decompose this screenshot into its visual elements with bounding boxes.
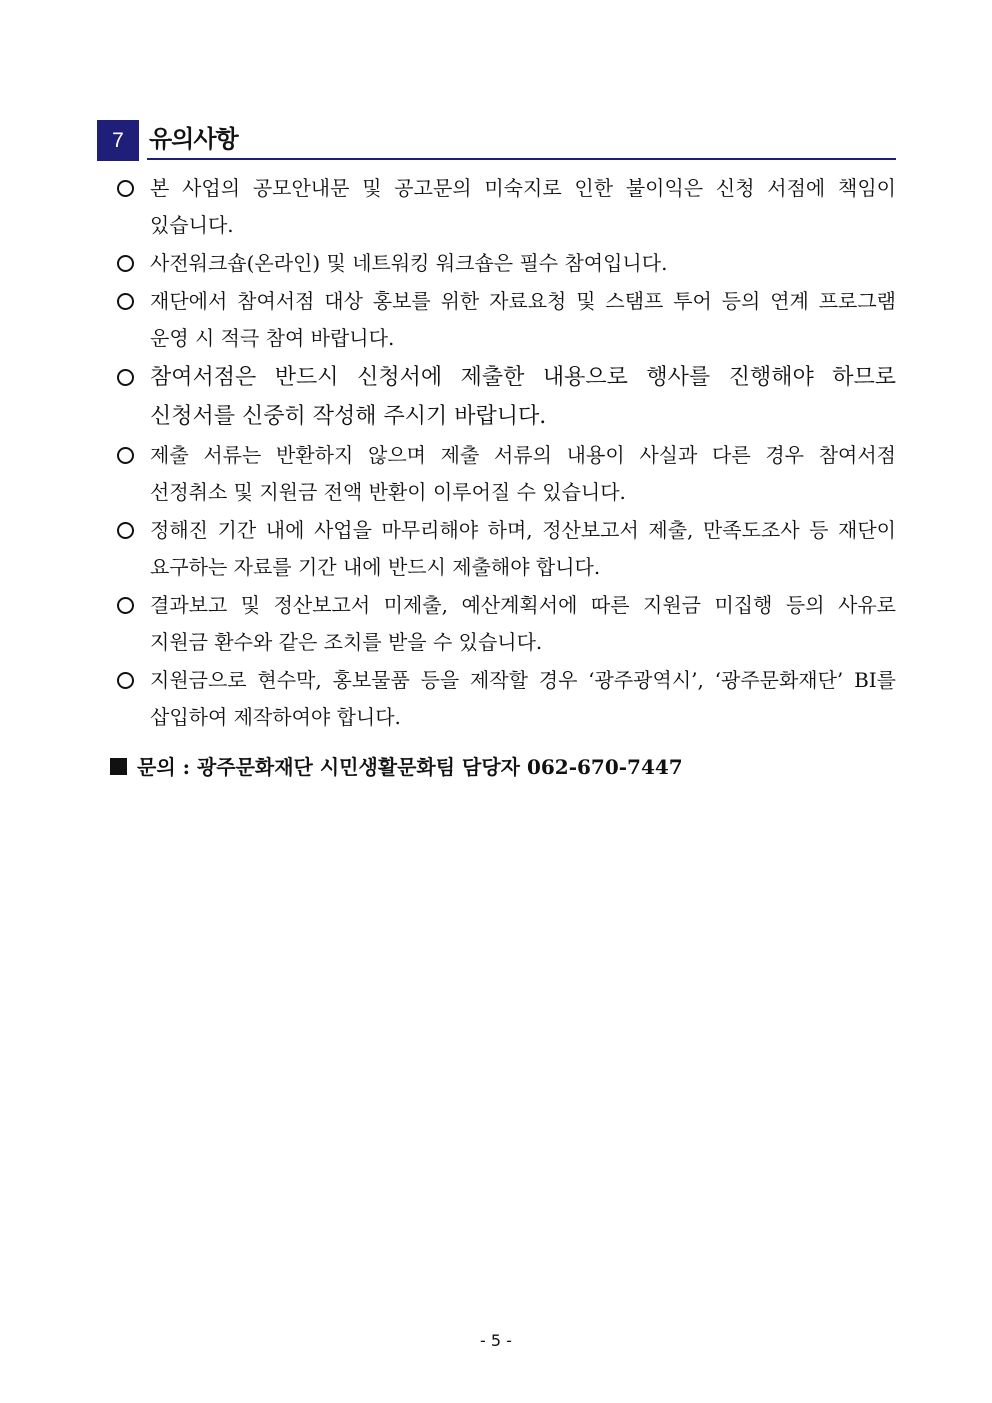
circle-bullet-icon [117, 522, 134, 539]
list-item-text: 참여서점은 반드시 신청서에 제출한 내용으로 행사를 진행해야 하므로 신청서를 신중히 작성해 주시기 바랍니다. [150, 365, 896, 429]
list-item [115, 662, 896, 736]
list-item [115, 437, 896, 511]
list-item [115, 245, 896, 282]
circle-bullet-icon [117, 672, 134, 689]
list-item-text: 재단에서 참여서점 대상 홍보를 위한 자료요청 및 스탬프 투어 등의 연계 프로그램 운영 시 적극 참여 바랍니다. [150, 289, 896, 350]
list-item [115, 283, 896, 357]
list-item [115, 170, 896, 244]
list-item [115, 587, 896, 661]
circle-bullet-icon [117, 255, 134, 272]
circle-bullet-icon [117, 369, 134, 386]
section-header [97, 120, 896, 162]
circle-bullet-icon [117, 447, 134, 464]
list-item [115, 358, 896, 436]
list-item-text: 제출 서류는 반환하지 않으며 제출 서류의 내용이 사실과 다른 경우 참여서점 선정취소 및 지원금 전액 반환이 이루어질 수 있습니다. [150, 443, 896, 504]
section-title: 유의사항 [149, 125, 238, 153]
contact-text: 문의 : 광주문화재단 시민생활문화팀 담당자 062-670-7447 [137, 755, 683, 779]
square-bullet-icon [110, 758, 127, 775]
circle-bullet-icon [117, 597, 134, 614]
list-item-text: 정해진 기간 내에 사업을 마무리해야 하며, 정산보고서 제출, 만족도조사 등 재단이 요구하는 자료를 기간 내에 반드시 제출해야 합니다. [150, 518, 896, 579]
page-number: - 5 - [480, 1331, 512, 1350]
notice-list [115, 170, 896, 737]
section-divider [147, 158, 896, 160]
list-item [115, 512, 896, 586]
circle-bullet-icon [117, 293, 134, 310]
contact-info [110, 750, 683, 784]
list-item-text: 사전워크숍(온라인) 및 네트워킹 워크숍은 필수 참여입니다. [150, 251, 668, 275]
circle-bullet-icon [117, 180, 134, 197]
section-number-badge: 7 [97, 120, 139, 161]
list-item-text: 지원금으로 현수막, 홍보물품 등을 제작할 경우 ‘광주광역시’, ‘광주문화재단’ BI를 삽입하여 제작하여야 합니다. [150, 668, 896, 729]
list-item-text: 본 사업의 공모안내문 및 공고문의 미숙지로 인한 불이익은 신청 서점에 책임이 있습니다. [150, 176, 896, 237]
list-item-text: 결과보고 및 정산보고서 미제출, 예산계획서에 따른 지원금 미집행 등의 사유로 지원금 환수와 같은 조치를 받을 수 있습니다. [150, 593, 896, 654]
